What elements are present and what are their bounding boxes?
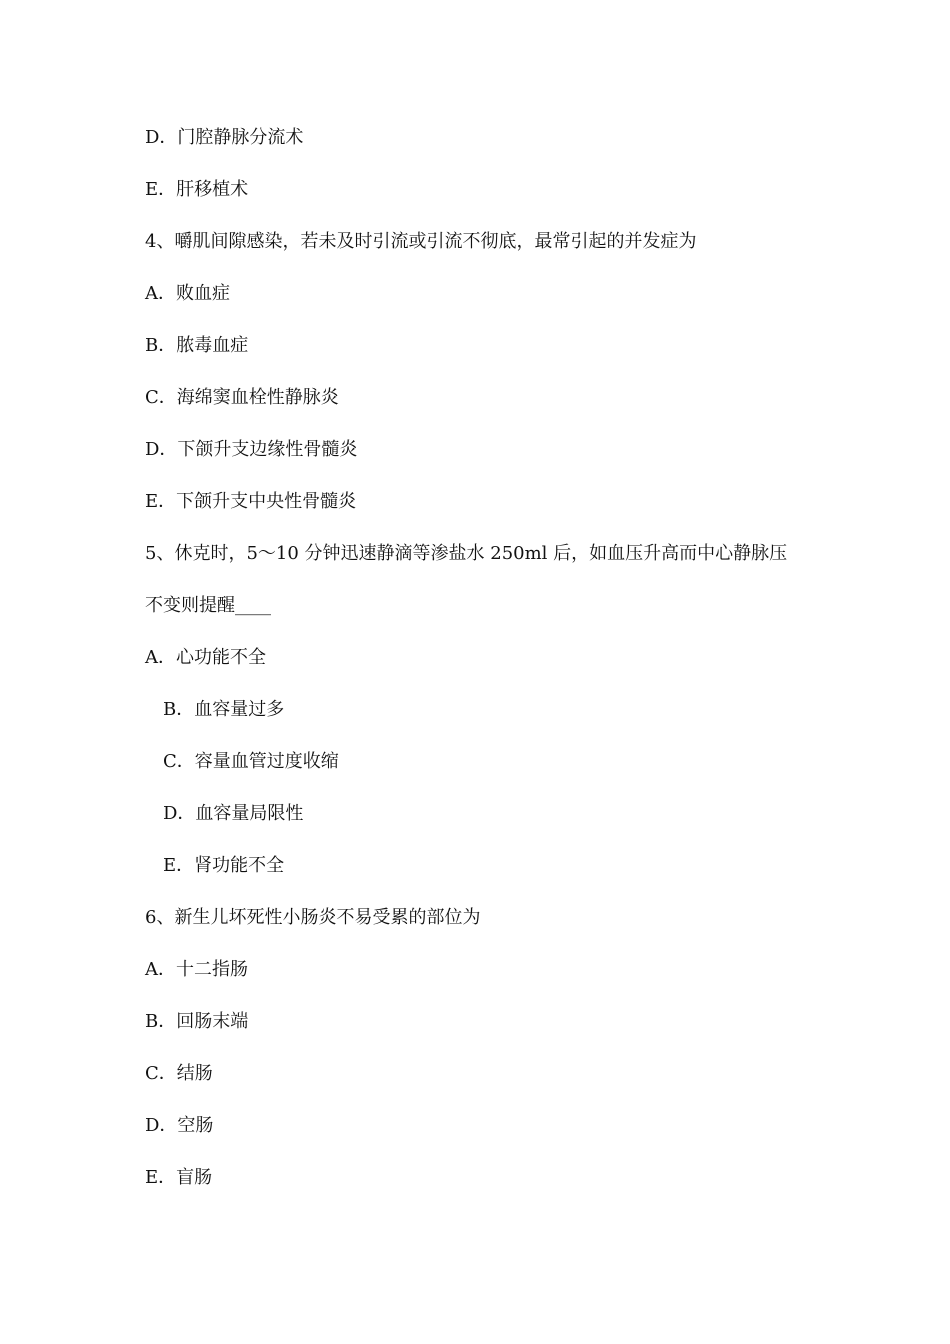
question-6: 6、新生儿坏死性小肠炎不易受累的部位为: [145, 907, 481, 928]
option-e-q3: E．肝移植术: [145, 179, 249, 200]
question-5-continued: 不变则提醒____: [145, 595, 271, 616]
option-d-q5: D．血容量局限性: [163, 803, 304, 824]
option-b-q6: B．回肠末端: [145, 1011, 249, 1032]
option-d-q4: D．下颌升支边缘性骨髓炎: [145, 439, 358, 460]
option-a-q6: A．十二指肠: [145, 959, 248, 980]
option-e-q5: E．肾功能不全: [163, 855, 285, 876]
option-c-q4: C．海绵窦血栓性静脉炎: [145, 387, 339, 408]
option-d-q6: D．空肠: [145, 1115, 214, 1136]
option-c-q6: C．结肠: [145, 1063, 213, 1084]
option-a-q5: A．心功能不全: [145, 647, 266, 668]
option-b-q4: B．脓毒血症: [145, 335, 249, 356]
question-4: 4、嚼肌间隙感染，若未及时引流或引流不彻底，最常引起的并发症为: [145, 231, 697, 252]
option-e-q4: E．下颌升支中央性骨髓炎: [145, 491, 357, 512]
option-c-q5: C．容量血管过度收缩: [163, 751, 339, 772]
option-b-q5: B．血容量过多: [163, 699, 285, 720]
option-d-q3: D．门腔静脉分流术: [145, 127, 304, 148]
question-5: 5、休克时，5～10 分钟迅速静滴等渗盐水 250ml 后，如血压升高而中心静脉压: [145, 543, 788, 564]
option-e-q6: E．盲肠: [145, 1167, 213, 1188]
option-a-q4: A．败血症: [145, 283, 230, 304]
